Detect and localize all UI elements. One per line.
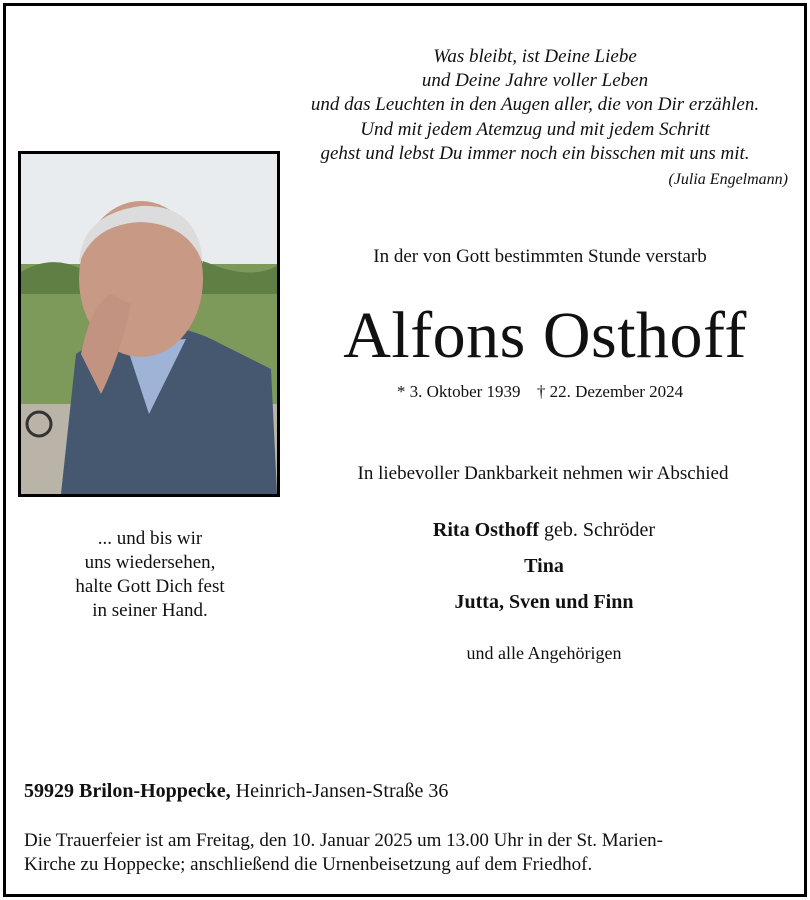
address-street: Heinrich-Jansen-Straße 36 [235,780,449,802]
death-date: † 22. Dezember 2024 [536,382,684,401]
verse [40,527,260,623]
service-line: Kirche zu Hoppecke; anschließend die Urnenbeisetzung auf dem Friedhof. [24,854,593,875]
farewell-text: In liebevoller Dankbarkeit nehmen wir Abschied [357,463,729,484]
deceased-name: Alfons Osthoff [343,299,747,372]
family-row: Jutta, Sven und Finn [454,591,634,613]
portrait-photo [18,151,280,497]
portrait-illustration [21,154,277,494]
address [24,780,448,803]
family-list [330,517,758,625]
family-row: Tina [524,555,564,577]
poem-line: und Deine Jahre voller Leben [421,70,649,92]
family-row [330,517,758,553]
verse-line: halte Gott Dich fest [75,576,225,597]
service-info [24,829,764,877]
spouse-name: Rita Osthoff [432,519,540,541]
poem-line: Was bleibt, ist Deine Liebe [433,46,637,67]
address-place: 59929 Brilon-Hoppecke, [24,780,231,802]
relatives-text: und alle Angehörigen [466,643,622,663]
birth-date: * 3. Oktober 1939 [396,382,521,401]
poem-line: und das Leuchten in den Augen aller, die von Dir erzählen. [310,94,760,116]
verse-line: uns wiedersehen, [84,552,216,573]
poem [255,45,810,166]
intro-text: In der von Gott bestimmten Stunde verstarb [373,246,707,267]
poem-line: gehst und lebst Du immer noch ein bisschen mit uns mit. [320,142,750,164]
verse-line: ... und bis wir [97,528,203,549]
poem-author: (Julia Engelmann) [668,171,788,188]
verse-line: in seiner Hand. [92,600,208,621]
poem-line: Und mit jedem Atemzug und mit jedem Schritt [360,118,710,140]
spouse-maiden-name: geb. Schröder [544,519,656,541]
life-dates [330,382,750,402]
service-line: Die Trauerfeier ist am Freitag, den 10. Januar 2025 um 13.00 Uhr in der St. Marien- [24,830,664,851]
